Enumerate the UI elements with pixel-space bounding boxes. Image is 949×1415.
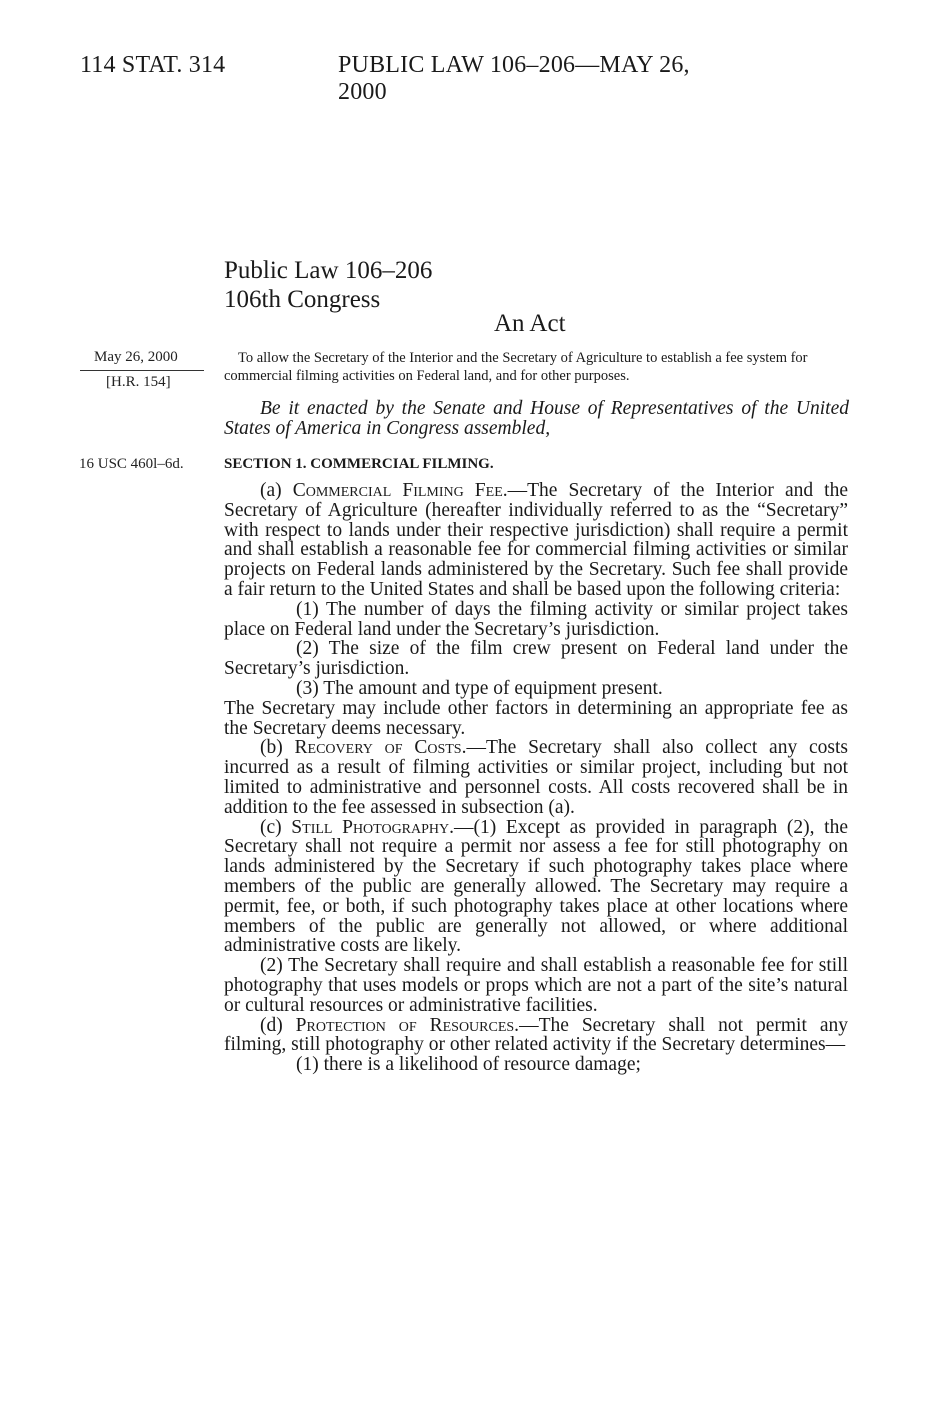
margin-bill-number: [H.R. 154] [106,374,171,390]
public-law-number: Public Law 106–206 [224,257,433,284]
stat-page-number: 114 STAT. 314 [80,52,226,78]
subsection-b: (b) Recovery of Costs.—The Secretary shall also collect any costs incurred as a result of filming activities or similar project, including but not limited to administrative and personnel costs. All costs recovered shall be in addition to the fee assessed in subsection (a). [224,737,848,818]
act-heading: An Act [494,310,566,337]
purpose-statement: To allow the Secretary of the Interior and the Secretary of Agriculture to establish a fee system for commercial filming activities on Federal land, and for other purposes. [224,350,808,384]
section-body [224,481,848,1075]
subsection-a-closing: The Secretary may include other factors in determining an appropriate fee as the Secretary deems necessary. [224,697,848,739]
running-header [80,52,740,105]
margin-divider [80,370,204,371]
law-title-block [224,256,432,314]
subsection-b-text: —The Secretary shall also collect any costs incurred as a result of filming activities or similar project, including but not limited to administrative and personnel costs. All costs recovered shall be in addition to the fee assessed in subsection (a). [224,737,848,818]
section-heading: SECTION 1. COMMERCIAL FILMING. [224,456,494,472]
subsection-b-caption: Recovery of Costs. [294,737,467,759]
criteria-item: (2) The size of the film crew present on Federal land under the Secretary’s jurisdiction. [224,638,848,680]
subsection-d: (d) Protection of Resources.—The Secretary shall not permit any filming, still photography or other related activity if the Secretary determines— [224,1014,848,1056]
subsection-a: (a) Commercial Filming Fee.—The Secretary of the Interior and the Secretary of Agriculture (hereafter individually referred to as the “Secretary” with respect to lands under their respective jurisdiction) shall require a permit and shall establish a reasonable fee for commercial filming activities or similar projects on Federal lands administered by the Secretary. Such fee shall provide a fair return to the United States and shall be based upon the following criteria: [224,480,848,600]
margin-usc-citation: 16 USC 460l–6d. [79,456,184,472]
determination-item: (1) there is a likelihood of resource damage; [296,1054,641,1076]
criteria-item: (3) The amount and type of equipment present. [296,677,663,699]
subsection-d-caption: Protection of Resources. [295,1014,520,1036]
enacting-clause: Be it enacted by the Senate and House of Representatives of the United States of America in Congress assembled, [224,398,849,439]
subsection-c-text: —(1) Except as provided in paragraph (2), the Secretary shall not require a permit nor assess a fee for still photography on lands administered by the Secretary if such photography takes place where members of the public are generally allowed. The Secretary may require a permit, fee, or both, if such photography takes place at other locations where members of the public are generally not allowed, or where additional administrative costs are likely. [224,816,848,957]
subsection-c-caption: Still Photography. [291,816,455,838]
law-date-header: PUBLIC LAW 106–206—MAY 26, 2000 [338,52,690,105]
criteria-item: (1) The number of days the filming activity or similar project takes place on Federal land under the Secretary’s jurisdiction. [224,598,848,640]
subsection-a-caption: Commercial Filming Fee. [292,480,508,501]
congress-number: 106th Congress [224,286,381,313]
subsection-c-paragraph-2: (2) The Secretary shall require and shall establish a reasonable fee for still photography that uses models or props which are not a part of the site’s natural or cultural resources or administrative facilities. [224,955,848,1016]
subsection-c: (c) Still Photography.—(1) Except as provided in paragraph (2), the Secretary shall not require a permit nor assess a fee for still photography on lands administered by the Secretary if such photography takes place where members of the public are generally allowed. The Secretary may require a permit, fee, or both, if such photography takes place at other locations where members of the public are generally not allowed, or where additional administrative costs are likely. [224,816,848,957]
margin-date: May 26, 2000 [94,349,178,365]
subsection-a-text: —The Secretary of the Interior and the Secretary of Agriculture (hereafter individually referred to as the “Secretary” with respect to lands under their respective jurisdiction) shall require a permit and shall establish a reasonable fee for commercial filming activities or similar projects on Federal lands administered by the Secretary. Such fee shall provide a fair return to the United States and shall be based upon the following criteria: [224,480,848,600]
subsection-d-text: —The Secretary shall not permit any filming, still photography or other related activity if the Secretary determines— [224,1014,848,1056]
